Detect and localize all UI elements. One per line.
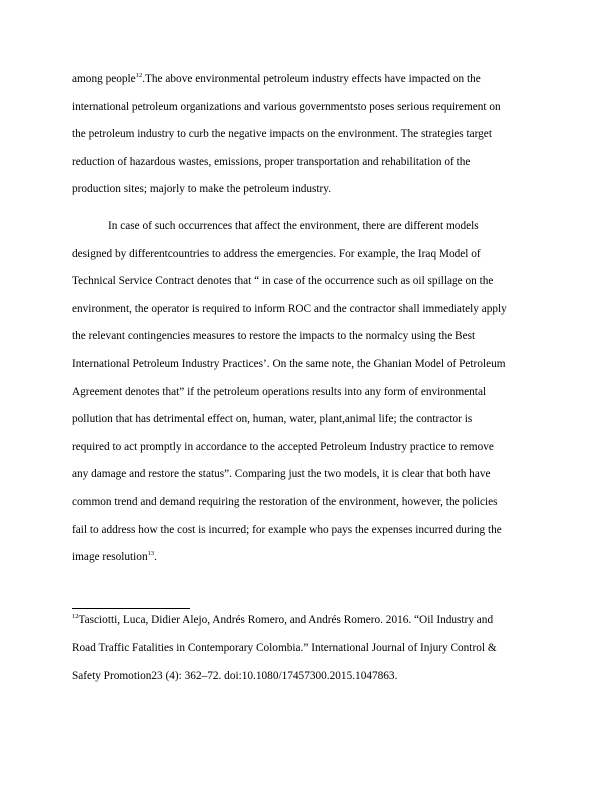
paragraph-line: common trend and demand requiring the restoration of the environment, however, the policies xyxy=(72,495,498,508)
paragraph-line: reduction of hazardous wastes, emissions, proper transportation and rehabilitation of the xyxy=(72,155,471,168)
paragraph-line: image resolution$^{13}$. xyxy=(72,550,157,564)
paragraph-line: the petroleum industry to curb the negative impacts on the environment. The strategies target xyxy=(72,128,492,141)
paragraph-line: In case of such occurrences that affect the environment, there are different models xyxy=(108,219,479,232)
paragraph-line: Technical Service Contract denotes that “ in case of the occurrence such as oil spillage on the xyxy=(72,275,494,288)
paragraph-line: pollution that has detrimental effect on, human, water, plant,animal life; the contractor is xyxy=(72,413,473,426)
paragraph-line: International Petroleum Industry Practices’. On the same note, the Ghanian Model of Petroleum xyxy=(72,357,506,370)
paragraph-line: fail to address how the cost is incurred; for example who pays the expenses incurred during the xyxy=(72,523,502,536)
paragraph-line: environment, the operator is required to inform ROC and the contractor shall immediately apply xyxy=(72,302,507,315)
paragraph-2 xyxy=(72,213,542,572)
body-text xyxy=(72,66,542,572)
paragraph-line: production sites; majorly to make the petroleum industry. xyxy=(72,183,332,196)
footnote-marker: 12 xyxy=(72,613,79,620)
paragraph-line: the relevant contingencies measures to restore the impacts to the normalcy using the Best xyxy=(72,330,476,343)
paragraph-line: international petroleum organizations and various governmentsto poses serious requirement on xyxy=(72,100,501,113)
footnote-line: Safety Promotion23 (4): 362–72. doi:10.1080/17457300.2015.1047863. xyxy=(72,670,398,682)
footnote-line: Road Traffic Fatalities in Contemporary Colombia.” International Journal of Injury Control & xyxy=(72,642,497,654)
footnote-reference[interactable]: 12 xyxy=(135,72,143,79)
paragraph-line: among people$^{12}$.The above environmental petroleum industry effects have impacted on the xyxy=(72,72,481,85)
paragraph-line: Agreement denotes that” if the petroleum operations results into any form of environmental xyxy=(72,385,487,398)
footnote-line: $^{12}$Tasciotti, Luca, Didier Alejo, Andrés Romero, and Andrés Romero. 2016. “Oil Industry and xyxy=(72,613,494,626)
paragraph-spacer xyxy=(72,204,542,213)
paragraph-1 xyxy=(72,66,542,204)
footnote xyxy=(72,606,542,690)
paragraph-line: any damage and restore the status”. Comparing just the two models, it is clear that both have xyxy=(72,468,491,481)
footnote-reference[interactable]: 13 xyxy=(147,550,155,558)
paragraph-line: required to act promptly in accordance to the accepted Petroleum Industry practice to remove xyxy=(72,440,494,453)
paragraph-line: designed by differentcountries to address the emergencies. For example, the Iraq Model of xyxy=(72,247,481,260)
